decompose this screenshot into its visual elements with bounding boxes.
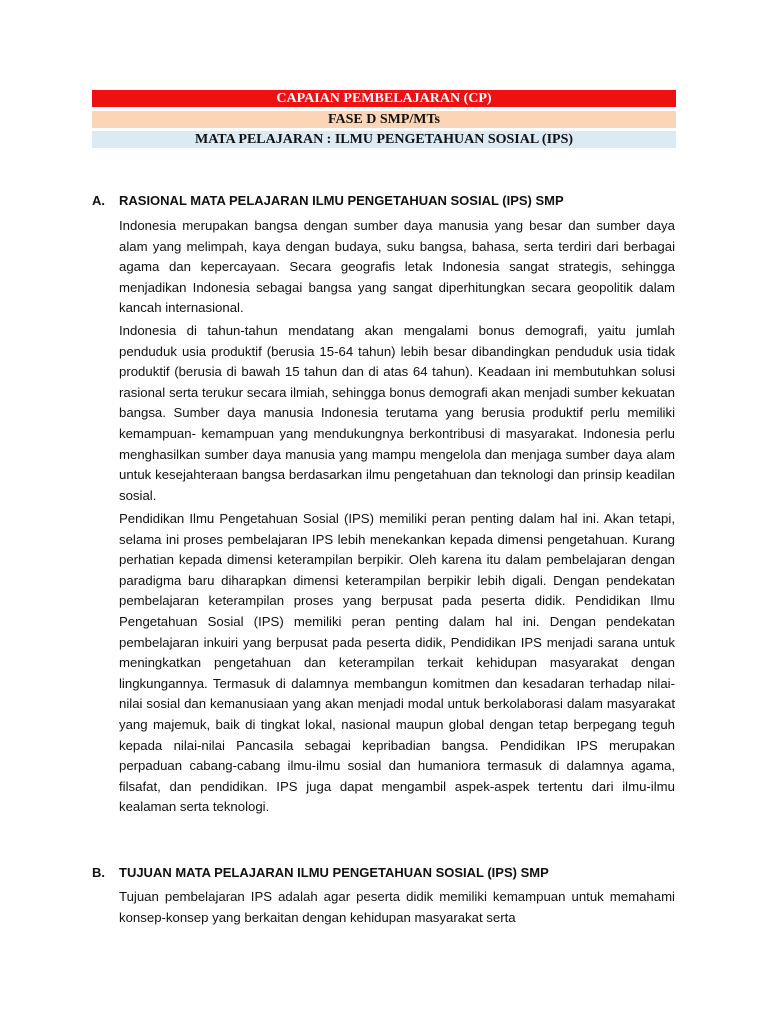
section-b-title: TUJUAN MATA PELAJARAN ILMU PENGETAHUAN SOSIAL (IPS) SMP [119, 865, 549, 880]
section-a-letter: A. [92, 193, 105, 208]
subject-text: MATA PELAJARAN : ILMU PENGETAHUAN SOSIAL (IPS) [194, 132, 574, 147]
section-a-paragraph-3: Pendidikan Ilmu Pengetahuan Sosial (IPS) memiliki peran penting dalam hal ini. Akan tetapi, selama ini proses pembelajaran IPS lebih menekankan kepada dimensi pengetahuan. Kurang perhatian kepada dimensi keterampilan berpikir. Oleh karena itu dalam pembelajaran dengan paradigma baru diharapkan dimensi keterampilan berpikir lebih digali. Dengan pendekatan pembelajaran keterampilan proses yang berpusat pada peserta didik. Pendidikan Ilmu Pengetahuan Sosial (IPS) memiliki peran penting dalam hal ini. Dengan pendekatan pembelajaran inkuiri yang berpusat pada peserta didik, Pendidikan IPS menjadi sarana untuk meningkatkan pengetahuan dan keterampilan terkait kehidupan masyarakat dengan lingkungannya. Termasuk di dalamnya membangun komitmen dan kesadaran terhadap nilai-nilai sosial dan kemanusiaan yang akan menjadi modal untuk berkolaborasi dalam masyarakat yang majemuk, baik di tingkat lokal, nasional maupun global dengan tetap berpegang teguh kepada nilai-nilai Pancasila sebagai kepribadian bangsa. Pendidikan IPS merupakan perpaduan cabang-cabang ilmu-ilmu sosial dan humaniora termasuk di dalamnya agama, filsafat, dan pendidikan. IPS juga dapat mengambil aspek-aspek tertentu dari ilmu-ilmu kealaman serta teknologi. [119, 511, 675, 815]
section-a-paragraph-2: Indonesia di tahun-tahun mendatang akan mengalami bonus demografi, yaitu jumlah penduduk usia produktif (berusia 15-64 tahun) lebih besar dibandingkan penduduk usia tidak produktif (berusia di bawah 15 tahun dan di atas 64 tahun). Keadaan ini membutuhkan solusi rasional serta terukur secara ilmiah, sehingga bonus demografi akan menjadi sumber kekuatan bangsa. Sumber daya manusia Indonesia terutama yang berusia produktif perlu memiliki kemampuan- kemampuan yang mendukungnya berkontribusi di masyarakat. Indonesia perlu menghasilkan sumber daya manusia yang mampu mengelola dan menjaga sumber daya alam untuk kesejahteraan bangsa berdasarkan ilmu pengetahuan dan teknologi dan prinsip keadilan sosial. [119, 323, 675, 503]
section-a-paragraph-1: Indonesia merupakan bangsa dengan sumber daya manusia yang besar dan sumber daya alam yang melimpah, kaya dengan budaya, suku bangsa, bahasa, serta terdiri dari berbagai agama dan kepercayaan. Secara geografis letak Indonesia sangat strategis, sehingga menjadikan Indonesia sebagai bangsa yang sangat diperhitungkan secara geopolitik dalam kancah internasional. [119, 218, 675, 316]
section-a-title: RASIONAL MATA PELAJARAN ILMU PENGETAHUAN SOSIAL (IPS) SMP [119, 193, 564, 208]
section-b-paragraph-1: Tujuan pembelajaran IPS adalah agar peserta didik memiliki kemampuan untuk memahami konsep-konsep yang berkaitan dengan kehidupan masyarakat serta [119, 889, 675, 925]
section-b-letter: B. [92, 865, 105, 880]
section-a-heading [92, 193, 676, 209]
phase-banner: FASE D SMP/MTs [92, 111, 676, 128]
section-b-heading [92, 865, 676, 881]
cp-title-banner: CAPAIAN PEMBELAJARAN (CP) [92, 90, 676, 107]
subject-banner [92, 131, 676, 148]
